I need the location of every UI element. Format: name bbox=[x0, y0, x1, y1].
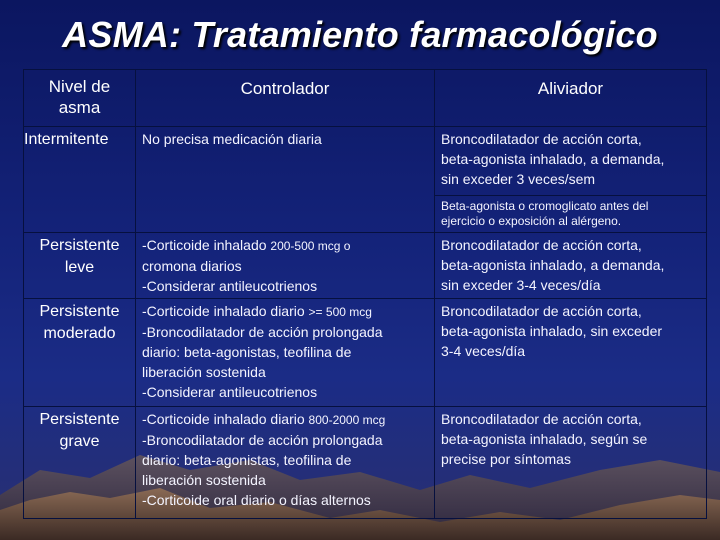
header-level bbox=[24, 70, 136, 127]
dose-text: >= 500 mcg bbox=[308, 305, 372, 319]
level-label: Persistente bbox=[39, 237, 120, 254]
reliever-line: Broncodilatador de acción corta, bbox=[441, 411, 642, 427]
level-label: Intermitente bbox=[24, 131, 109, 148]
table-row bbox=[24, 233, 707, 299]
level-label: grave bbox=[59, 433, 100, 450]
reliever-line: Broncodilatador de acción corta, bbox=[441, 303, 642, 319]
dose-text: 800-2000 mcg bbox=[308, 413, 386, 427]
treatment-table bbox=[23, 69, 707, 519]
header-level-line: asma bbox=[58, 98, 101, 117]
controller-text: -Corticoide inhalado diario bbox=[142, 303, 309, 319]
table-row bbox=[24, 127, 707, 233]
reliever-line: sin exceder 3 veces/sem bbox=[441, 171, 596, 187]
controller-line: diario: beta-agonistas, teofilina de bbox=[142, 452, 352, 468]
level-label: Persistente bbox=[39, 303, 120, 320]
controller-line: diario: beta-agonistas, teofilina de bbox=[142, 344, 352, 360]
reliever-line: Broncodilatador de acción corta, bbox=[441, 237, 642, 253]
level-cell bbox=[24, 407, 136, 519]
reliever-line: 3-4 veces/día bbox=[441, 343, 526, 359]
header-controller: Controlador bbox=[136, 70, 435, 127]
dose-text: 200-500 mcg o bbox=[270, 239, 351, 253]
reliever-note-line: ejercicio o exposición al alérgeno. bbox=[441, 214, 622, 228]
level-label: moderado bbox=[43, 325, 116, 342]
header-reliever: Aliviador bbox=[435, 70, 707, 127]
reliever-note-line: Beta-agonista o cromoglicato antes del bbox=[441, 199, 649, 213]
controller-line bbox=[142, 301, 434, 322]
header-row bbox=[24, 70, 707, 127]
controller-line: -Broncodilatador de acción prolongada bbox=[142, 324, 383, 340]
reliever-line: beta-agonista inhalado, según se bbox=[441, 431, 648, 447]
controller-line: No precisa medicación diaria bbox=[142, 131, 322, 147]
reliever-note bbox=[435, 195, 706, 231]
controller-line: -Corticoide oral diario o días alternos bbox=[142, 492, 371, 508]
controller-line: liberación sostenida bbox=[142, 472, 266, 488]
reliever-cell bbox=[435, 233, 707, 299]
level-cell bbox=[24, 127, 136, 233]
controller-line bbox=[142, 235, 434, 256]
reliever-line: sin exceder 3-4 veces/día bbox=[441, 277, 601, 293]
reliever-line: beta-agonista inhalado, sin exceder bbox=[441, 323, 663, 339]
level-cell bbox=[24, 233, 136, 299]
table-row bbox=[24, 299, 707, 407]
controller-line: -Considerar antileucotrienos bbox=[142, 278, 318, 294]
reliever-line: beta-agonista inhalado, a demanda, bbox=[441, 257, 665, 273]
controller-cell bbox=[136, 127, 435, 233]
controller-cell bbox=[136, 233, 435, 299]
controller-line: liberación sostenida bbox=[142, 364, 266, 380]
reliever-cell bbox=[435, 299, 707, 407]
table-row bbox=[24, 407, 707, 519]
level-cell bbox=[24, 299, 136, 407]
reliever-line: beta-agonista inhalado, a demanda, bbox=[441, 151, 665, 167]
page-title: ASMA: Tratamiento farmacológico bbox=[62, 14, 658, 55]
controller-line bbox=[142, 409, 434, 430]
controller-line: -Considerar antileucotrienos bbox=[142, 384, 318, 400]
controller-text: -Corticoide inhalado bbox=[142, 237, 271, 253]
reliever-cell bbox=[435, 407, 707, 519]
header-level-line: Nivel de bbox=[48, 77, 111, 96]
reliever-cell bbox=[435, 127, 707, 233]
level-label: Persistente bbox=[39, 411, 120, 428]
reliever-line: precise por síntomas bbox=[441, 451, 571, 467]
reliever-line: Broncodilatador de acción corta, bbox=[441, 131, 642, 147]
controller-cell bbox=[136, 299, 435, 407]
controller-line: -Broncodilatador de acción prolongada bbox=[142, 432, 383, 448]
level-label: leve bbox=[64, 259, 95, 276]
controller-line: cromona diarios bbox=[142, 258, 242, 274]
controller-text: -Corticoide inhalado diario bbox=[142, 411, 309, 427]
controller-cell bbox=[136, 407, 435, 519]
